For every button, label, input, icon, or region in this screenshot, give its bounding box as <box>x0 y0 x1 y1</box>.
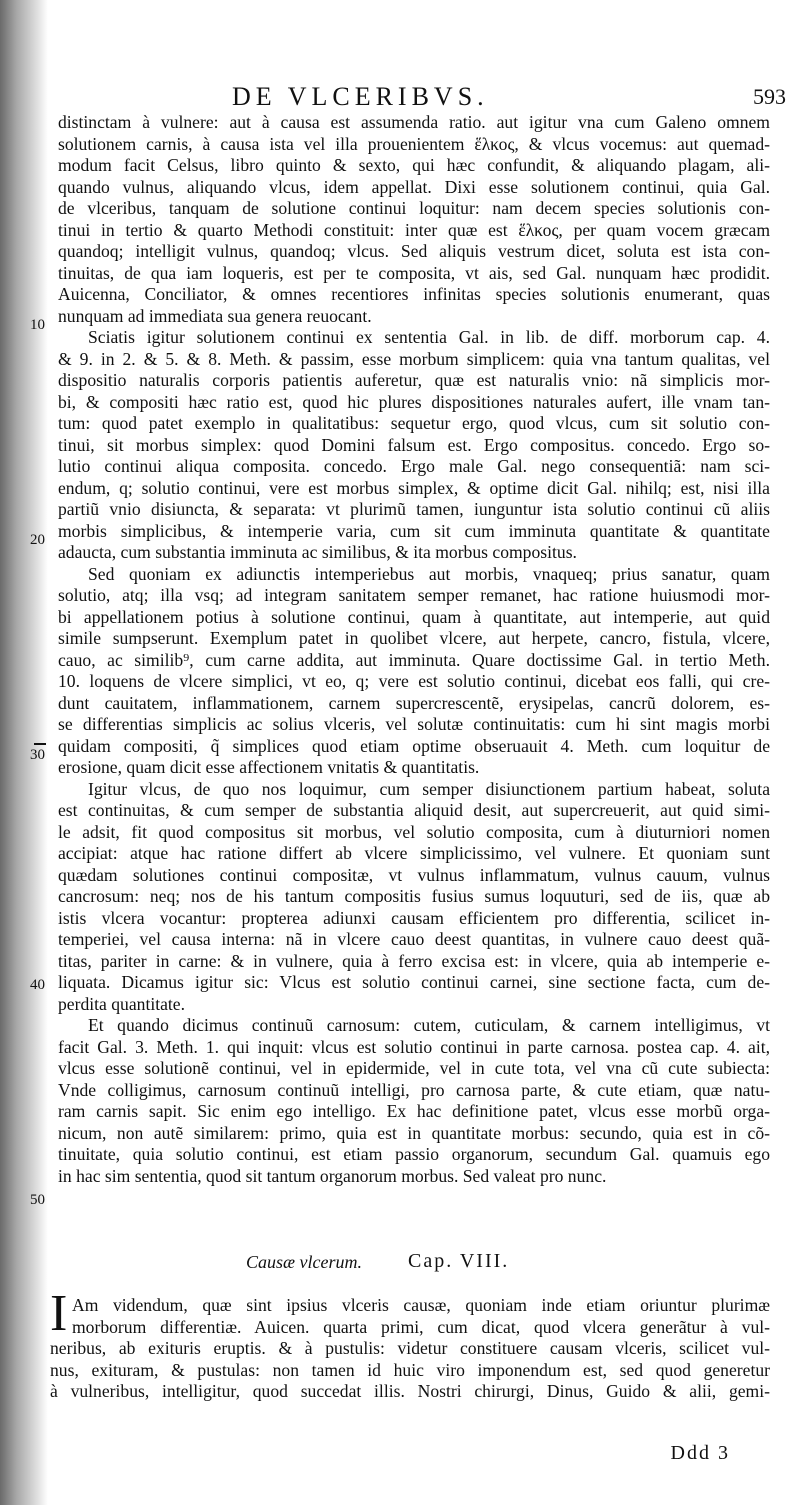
text-line: le adsit, fit quod compositus sit morbus, vel solutio composita, cum à diuturniori nomen <box>58 821 770 842</box>
chapter-text-line: Am videndum, quæ sint ipsius vlceris causæ, quoniam inde etiam oriuntur plurimæ <box>72 1295 770 1315</box>
text-line: adaucta, cum substantia imminuta ac similibus, & ita morbus compositus. <box>58 542 577 562</box>
text-line: titas, pariter in carne: & in vulnere, quia à ferro excisa est: in vlcere, quia ab intemperie e- <box>58 950 770 971</box>
text-line: morbis simplicibus, & intemperie varia, cum sit cum imminuta quantitate & quantitate <box>58 520 770 541</box>
text-line: bi, & compositi hæc ratio est, quod hic plures dispositiones naturales aufert, ille vnam tan- <box>58 391 770 412</box>
text-line: tinui in tertio & quarto Methodi constituit: inter quæ est ἕλκος, per quam vocem græcam <box>58 219 770 240</box>
page-header <box>0 82 800 112</box>
line-number-50: 50 <box>30 1192 45 1208</box>
text-line: tinuitas, de qua iam loqueris, est per te composita, vt ais, sed Gal. nunquam hæc prodidit. <box>58 262 770 283</box>
drop-capital: I <box>50 1285 68 1342</box>
text-line: istis vlcera vocantur: propterea adiunxi causam efficientem pro differentia, scilicet in- <box>58 907 770 928</box>
page-number: 593 <box>753 84 786 109</box>
chapter-text-line: nus, exituram, & pustulas: non tamen id huic viro imponendum est, sed quod generetur <box>50 1359 770 1380</box>
text-line: Et quando dicimus continuũ carnosum: cutem, cuticulam, & carnem intelligimus, vt <box>88 1015 770 1035</box>
text-line: liquata. Dicamus igitur sic: Vlcus est solutio continui carnei, sine sectione facta, cum de- <box>58 972 770 992</box>
text-line: in hac sim sententia, quod sit tantum organorum morbus. Sed valeat pro nunc. <box>58 1165 607 1186</box>
text-line: dispositio naturalis corporis patientis auferetur, quæ est naturalis vnio: nã simplicis mor- <box>58 370 770 390</box>
text-line: nunquam ad immediata sua genera reuocant. <box>58 305 372 326</box>
signature-catchword: Ddd 3 <box>670 1442 730 1464</box>
text-line: se differentias simplicis ac solius vlceris, vel solutæ continuitatis: cum hi sint magis morbi <box>58 714 770 734</box>
line-number-10: 10 <box>30 317 45 333</box>
text-line: & 9. in 2. & 5. & 8. Meth. & passim, esse morbum simplicem: quia vna tantum qualitas, vel <box>58 348 770 369</box>
chapter-number: Cap. VIII. <box>408 1250 510 1272</box>
text-line: modum facit Celsus, libro quinto & sexto, qui hæc confundit, & aliquando plagam, ali- <box>58 155 770 175</box>
line-number-40: 40 <box>30 977 45 993</box>
text-line: quidam compositi, q̃ simplices quod etiam optime obseruauit 4. Meth. cum loquitur de <box>58 735 770 756</box>
text-line: tinuitate, quia solutio continui, est etiam passio organorum, secundum Gal. quamuis ego <box>58 1144 770 1164</box>
text-line: Vnde colligimus, carnosum continuũ intelligi, pro carnosa parte, & cute etiam, quæ natu- <box>58 1079 770 1100</box>
text-line: Sciatis igitur solutionem continui ex sententia Gal. in lib. de diff. morborum cap. 4. <box>88 327 770 347</box>
text-line: quandoq; intelligit vulnus, quandoq; vlcus. Sed aliquis vestrum dicet, soluta est ista con- <box>58 241 770 261</box>
text-line: quando vulnus, aliquando vlcus, idem appellat. Dixi esse solutionem continui, quia Gal. <box>58 176 770 197</box>
text-line: facit Gal. 3. Meth. 1. qui inquit: vlcus est solutio continui in parte carnosa. postea cap. 4. ait, <box>58 1036 770 1057</box>
text-line: Sed quoniam ex adiunctis intemperiebus aut morbis, vnaqueq; prius sanatur, quam <box>88 563 770 584</box>
text-line: quædam solutiones continui compositæ, vt vulnus inflammatum, vulnus cauum, vulnus <box>58 864 770 885</box>
text-line: cauo, ac similib⁹, cum carne addita, aut imminuta. Quare doctissime Gal. in tertio Meth. <box>58 649 770 670</box>
line-number-30: 30 <box>30 747 45 763</box>
text-line: ram carnis sapit. Sic enim ego intelligo. Ex hac definitione patet, vlcus esse morbũ orga- <box>58 1101 770 1121</box>
text-line: solutio, atq; illa vsq; ad integram sanitatem semper remanet, hac ratione huiusmodi mor- <box>58 585 770 605</box>
text-line: nicum, non autẽ similarem: primo, quia est in quantitate morbus: secundo, quia est in cõ- <box>58 1122 770 1143</box>
chapter-text-line: à vulneribus, intelligitur, quod succedat illis. Nostri chirurgi, Dinus, Guido & alii, gemi- <box>50 1381 770 1401</box>
text-line: cancrosum: neq; nos de his tantum compositis fusius sumus loquuturi, sed de iis, quæ ab <box>58 886 770 906</box>
text-line: perdita quantitate. <box>58 993 186 1014</box>
text-line: Auicenna, Conciliator, & omnes recentiores infinitas species solutionis enumerant, quas <box>58 284 770 304</box>
margin-dash <box>34 743 46 745</box>
text-line: tinui, sit morbus simplex: quod Domini falsum est. Ergo compositus. concedo. Ergo so- <box>58 434 770 455</box>
text-line: Igitur vlcus, de quo nos loquimur, cum semper disiunctionem partium habeat, soluta <box>88 778 770 799</box>
text-line: bi appellationem potius à solutione continui, quam à quantitate, aut intemperie, aut quid <box>58 606 770 627</box>
chapter-title: Causæ vlcerum. <box>246 1252 362 1272</box>
chapter-text-line: neribus, ab exituris eruptis. & à pustulis: videtur constituere causam vlceris, scilicet vul- <box>50 1338 770 1358</box>
text-line: de vlceribus, tanquam de solutione continui loquitur: nam decem species solutionis con- <box>58 198 770 218</box>
text-line: lutio continui aliqua composita. concedo. Ergo male Gal. nego consequentiã: nam sci- <box>58 456 770 476</box>
text-line: tum: quod patet exemplo in qualitatibus: sequetur ergo, quod vlcus, cum sit solutio con- <box>58 413 770 433</box>
text-line: solutionem carnis, à causa ista vel illa prouenientem ἕλκος, & vlcus vocemus: aut quemad- <box>58 133 770 154</box>
chapter-heading <box>0 1252 800 1282</box>
line-number-20: 20 <box>30 532 45 548</box>
text-line: vlcus esse solutionẽ continui, vel in epidermide, vel in cute tota, vel vna cũ cute subiecta: <box>58 1058 770 1078</box>
chapter-text-line: morborum differentiæ. Auicen. quarta primi, cum dicat, quod vlcera generãtur à vul- <box>72 1316 770 1337</box>
text-line: erosione, quam dicit esse affectionem vnitatis & quantitatis. <box>58 757 480 777</box>
text-line: accipiat: atque hac ratione differt ab vlcere simplicissimo, vel vulnere. Et quoniam sunt <box>58 843 770 863</box>
chapter-text-block <box>50 1295 770 1403</box>
text-line: endum, q; solutio continui, vere est morbus simplex, & optime dicit Gal. nihilq; est, nisi illa <box>58 477 770 498</box>
text-line: distinctam à vulnere: aut à causa est assumenda ratio. aut igitur vna cum Galeno omnem <box>58 112 770 132</box>
text-line: temperiei, vel causa interna: nã in vlcere cauo deest quantitas, in vulnere cauo deest quã- <box>58 929 770 949</box>
running-title: DE VLCERIBVS. <box>232 82 489 111</box>
main-text-block <box>58 112 770 1187</box>
text-line: 10. loquens de vlcere simplici, vt eo, q; vere est solutio continui, dicebat eos falli, qui cre- <box>58 671 770 691</box>
text-line: est continuitas, & cum semper de substantia aliquid desit, aut supercreuerit, aut quid simi- <box>58 800 770 820</box>
text-line: dunt cauitatem, inflammationem, carnem supercrescentẽ, erysipelas, cancrũ dolorem, es- <box>58 692 770 713</box>
text-line: simile sumpserunt. Exemplum patet in quolibet vlcere, aut herpete, cancro, fistula, vlcere, <box>58 628 770 648</box>
text-line: partiũ vnio disiuncta, & separata: vt plurimũ tamen, iunguntur ista solutio continui cũ aliis <box>58 499 770 519</box>
